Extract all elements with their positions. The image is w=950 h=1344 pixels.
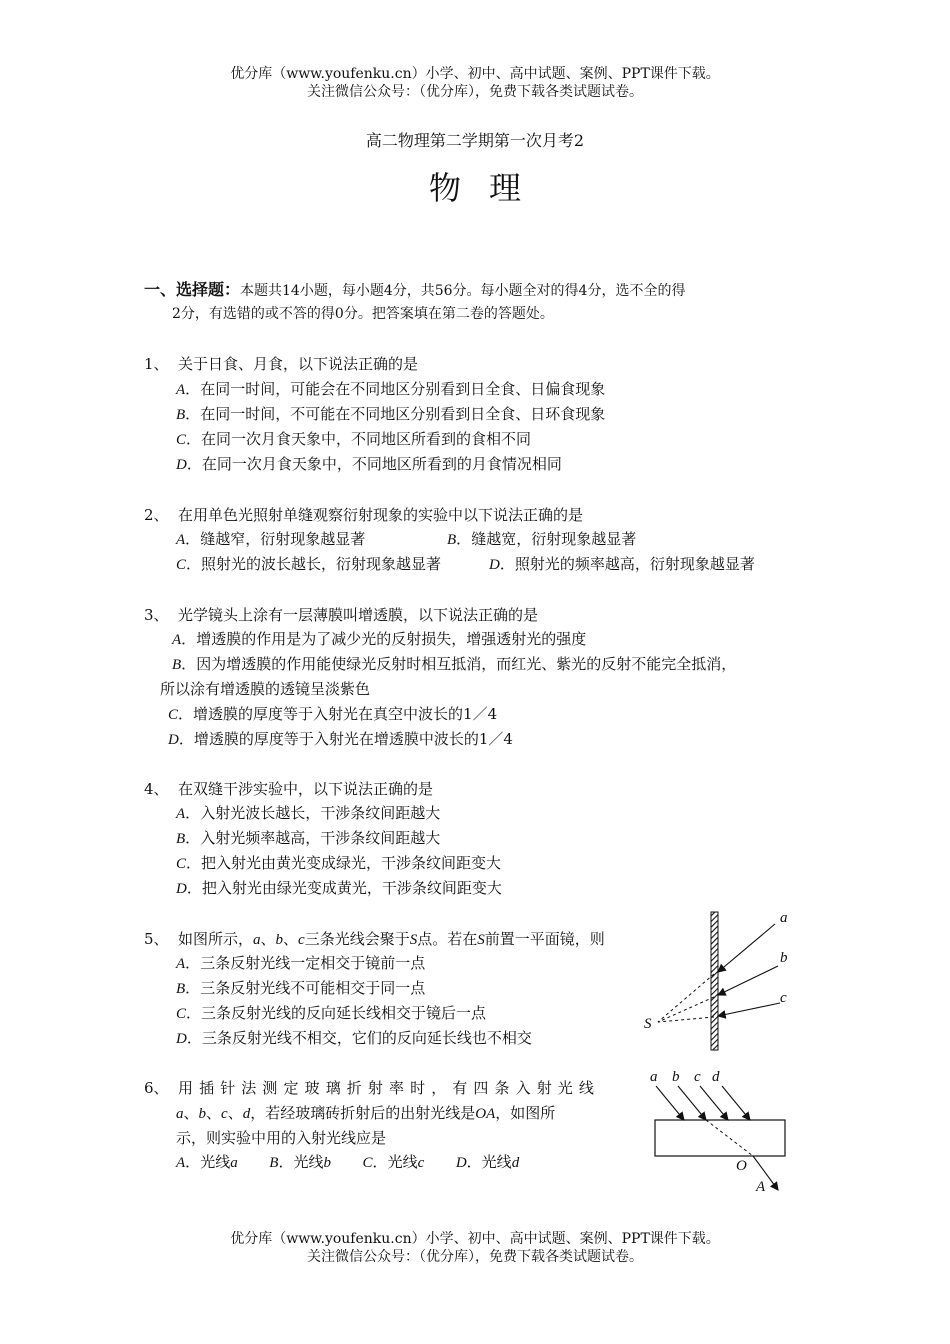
q3-option-b-cont: 所以涂有增透膜的透镜呈淡紫色: [160, 680, 371, 698]
ray-c-extension: [658, 1017, 714, 1022]
q6-option-d: D．光线d: [455, 1153, 520, 1171]
label-c: c: [780, 990, 787, 1006]
footer-line-1: 优分库（www.youfenku.cn）小学、初中、高中试题、案例、PPT课件下载。: [230, 1231, 720, 1247]
ray-a: [656, 1086, 684, 1120]
q6-line-1: 用插针法测定玻璃折射率时，有四条入射光线: [178, 1079, 601, 1097]
q6-option-a: A．光线a: [176, 1153, 238, 1171]
q6-number: 6、: [144, 1079, 169, 1097]
section-1-desc-2: 2分，有选错的或不答的得0分。把答案填在第二卷的答题处。: [172, 306, 554, 322]
label-O: O: [736, 1158, 747, 1174]
q1-stem: 关于日食、月食，以下说法正确的是: [178, 355, 419, 373]
label-A: A: [756, 1179, 766, 1195]
ray-a: [718, 924, 775, 972]
q1-number: 1、: [144, 355, 169, 373]
exam-subtitle: 高二物理第二学期第一次月考2: [365, 131, 585, 150]
q1-option-c: C．在同一次月食天象中，不同地区所看到的食相不同: [176, 430, 532, 448]
q4-option-a: A．入射光波长越长，干涉条纹间距越大: [176, 804, 441, 822]
q1-option-a: A．在同一时间，可能会在不同地区分别看到日全食、日偏食现象: [176, 380, 606, 398]
q5-stem: 如图所示，a、b、c三条光线会聚于S点。若在S前置一平面镜，则: [178, 930, 605, 948]
label-c: c: [694, 1069, 701, 1085]
label-b: b: [780, 950, 788, 966]
q5-option-b: B．三条反射光线不可能相交于同一点: [176, 979, 426, 997]
q5-mirror-figure: [630, 900, 810, 1060]
q2-number: 2、: [144, 506, 169, 524]
q6-glass-figure: [640, 1062, 800, 1197]
ray-d: [722, 1086, 750, 1120]
ray-c: [700, 1086, 728, 1120]
q1-option-d: D．在同一次月食天象中，不同地区所看到的月食情况相同: [176, 455, 562, 473]
q2-option-d: D．照射光的频率越高，衍射现象越显著: [489, 555, 755, 573]
q2-option-c: C．照射光的波长越长，衍射现象越显著: [176, 555, 442, 573]
q6-line-2: a、b、c、d，若经玻璃砖折射后的出射光线是OA，如图所: [176, 1104, 556, 1122]
q5-option-c: C．三条反射光线的反向延长线相交于镜后一点: [176, 1004, 487, 1022]
q4-option-d: D．把入射光由绿光变成黄光，干涉条纹间距变大: [176, 879, 502, 897]
q5-option-d: D．三条反射光线不相交，它们的反向延长线也不相交: [176, 1029, 532, 1047]
q6-option-c: C．光线c: [362, 1153, 425, 1171]
section-1-intro: [144, 278, 685, 303]
plane-mirror: [711, 912, 718, 1050]
header-line-1: 优分库（www.youfenku.cn）小学、初中、高中试题、案例、PPT课件下载。: [230, 66, 720, 82]
q3-option-b: B．因为增透膜的作用能使绿光反射时相互抵消，而红光、紫光的反射不能完全抵消，: [172, 655, 737, 673]
header-line-2: 关注微信公众号：（优分库），免费下载各类试题试卷。: [307, 84, 643, 100]
q6-option-b: B．光线b: [269, 1153, 331, 1171]
q4-option-b: B．入射光频率越高，干涉条纹间距越大: [176, 829, 441, 847]
q2-stem: 在用单色光照射单缝观察衍射现象的实验中以下说法正确的是: [178, 506, 584, 524]
q6-options: [176, 1151, 519, 1172]
q3-option-a: A．增透膜的作用是为了减少光的反射损失，增强透射光的强度: [172, 630, 587, 648]
ray-c: [718, 1003, 780, 1016]
ray-b: [678, 1086, 706, 1120]
q3-option-c: C．增透膜的厚度等于入射光在真空中波长的1／4: [168, 705, 498, 723]
label-b: b: [672, 1069, 680, 1085]
q3-stem: 光学镜头上涂有一层薄膜叫增透膜，以下说法正确的是: [178, 606, 539, 624]
q2-option-a: A．缝越窄，衍射现象越显著: [176, 530, 366, 548]
ray-a-extension: [658, 974, 714, 1022]
ray-b: [718, 966, 778, 995]
dashed-extension: [706, 1120, 753, 1156]
exam-title: 物理: [428, 169, 549, 207]
q2-option-b: B．缝越宽，衍射现象越显著: [447, 530, 637, 548]
q6-line-3: 示，则实验中用的入射光线应是: [176, 1129, 387, 1147]
glass-block: [655, 1120, 785, 1156]
label-a: a: [780, 910, 788, 926]
label-d: d: [712, 1069, 720, 1085]
q4-stem: 在双缝干涉实验中，以下说法正确的是: [178, 780, 434, 798]
section-1-desc-1: 本题共14小题，每小题4分，共56分。每小题全对的得4分，选不全的得: [240, 283, 686, 299]
label-a: a: [650, 1069, 658, 1085]
q3-number: 3、: [144, 606, 169, 624]
footer-line-2: 关注微信公众号：（优分库），免费下载各类试题试卷。: [307, 1249, 643, 1265]
q3-option-d: D．增透膜的厚度等于入射光在增透膜中波长的1／4: [168, 730, 513, 748]
label-S: S: [644, 1016, 652, 1032]
q4-option-c: C．把入射光由黄光变成绿光，干涉条纹间距变大: [176, 854, 502, 872]
q5-option-a: A．三条反射光线一定相交于镜前一点: [176, 954, 426, 972]
q4-number: 4、: [144, 780, 169, 798]
q5-number: 5、: [144, 930, 169, 948]
section-1-heading: 一、选择题：: [144, 280, 241, 299]
q1-option-b: B．在同一时间，不可能在不同地区分别看到日全食、日环食现象: [176, 405, 606, 423]
